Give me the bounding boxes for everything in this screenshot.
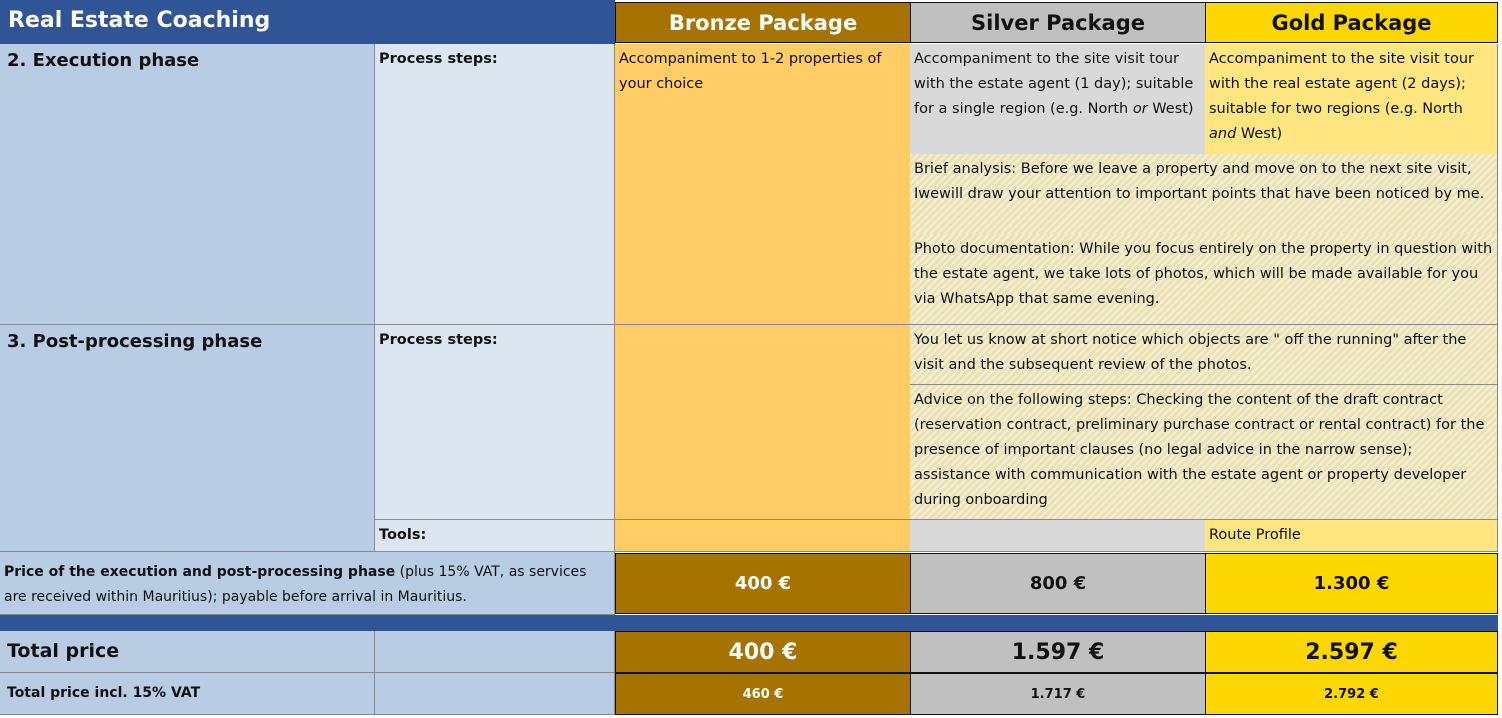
post-steps-label: Process steps: (375, 325, 615, 520)
off-the-running-cell: You let us know at short notice which objects are " off the running" after the visit and the subsequent review of the photos. (910, 325, 1498, 385)
gold-total-price: 2.597 € (1205, 631, 1498, 673)
silver-total-vat: 1.717 € (910, 673, 1206, 715)
silver-site-visit-end: West) (1147, 101, 1194, 117)
silver-phase-price: 800 € (910, 553, 1206, 614)
total-vat-blank (375, 673, 615, 715)
gold-site-visit-end: West) (1236, 126, 1283, 142)
gold-site-visit-em: and (1209, 126, 1237, 142)
post-processing-phase-label: 3. Post-processing phase (0, 325, 375, 552)
separator-band (0, 615, 1498, 631)
bronze-total-price: 400 € (615, 631, 911, 673)
execution-steps-label: Process steps: (375, 44, 615, 325)
bronze-site-visit: Accompaniment to 1-2 properties of your choice (615, 44, 911, 155)
gold-total-vat: 2.792 € (1205, 673, 1498, 715)
silver-site-visit-em: or (1132, 101, 1148, 117)
bronze-package-header: Bronze Package (615, 2, 911, 43)
gold-site-visit (1205, 44, 1498, 155)
bronze-empty-execution (615, 154, 911, 325)
gold-package-header: Gold Package (1205, 2, 1498, 43)
price-label (0, 552, 615, 615)
silver-package-header: Silver Package (910, 2, 1206, 43)
sheet-title: Real Estate Coaching (0, 0, 615, 44)
total-vat-label: Total price incl. 15% VAT (0, 673, 375, 715)
gold-phase-price: 1.300 € (1205, 553, 1498, 614)
execution-phase-label: 2. Execution phase (0, 44, 375, 325)
silver-site-visit (910, 44, 1206, 155)
tools-label: Tools: (375, 520, 615, 552)
bronze-empty-post (615, 325, 911, 520)
total-price-blank (375, 631, 615, 673)
bronze-tools (615, 520, 911, 552)
brief-analysis-cell: Brief analysis: Before we leave a property and move on to the next site visit, Iwewill draw your attention to important points that have been noticed by me. (910, 154, 1498, 235)
silver-tools (910, 520, 1206, 552)
silver-total-price: 1.597 € (910, 631, 1206, 673)
silver-site-visit-text: Accompaniment to the site visit tour with the estate agent (1 day); suitable for a single region (e.g. North (914, 51, 1194, 117)
photo-documentation-cell: Photo documentation: While you focus entirely on the property in question with the estate agent, we take lots of photos, which will be made available for you via WhatsApp that same evening. (910, 234, 1498, 325)
total-price-label: Total price (0, 631, 375, 673)
price-label-rest: (plus 15% VAT, as services are received within Mauritius); payable before arrival in Mauritius. (4, 564, 587, 605)
bronze-phase-price: 400 € (615, 553, 911, 614)
advice-cell: Advice on the following steps: Checking the content of the draft contract (reservation contract, preliminary purchase contract or rental contract) for the presence of important clauses (no legal advice in the narrow sense); assistance with communication with the estate agent or property developer during onboarding (910, 385, 1498, 520)
gold-tools: Route Profile (1205, 520, 1498, 552)
price-label-bold: Price of the execution and post-processing phase (4, 564, 396, 580)
gold-site-visit-text: Accompaniment to the site visit tour with the real estate agent (2 days); suitable for two regions (e.g. North (1209, 51, 1475, 117)
bronze-total-vat: 460 € (615, 673, 911, 715)
